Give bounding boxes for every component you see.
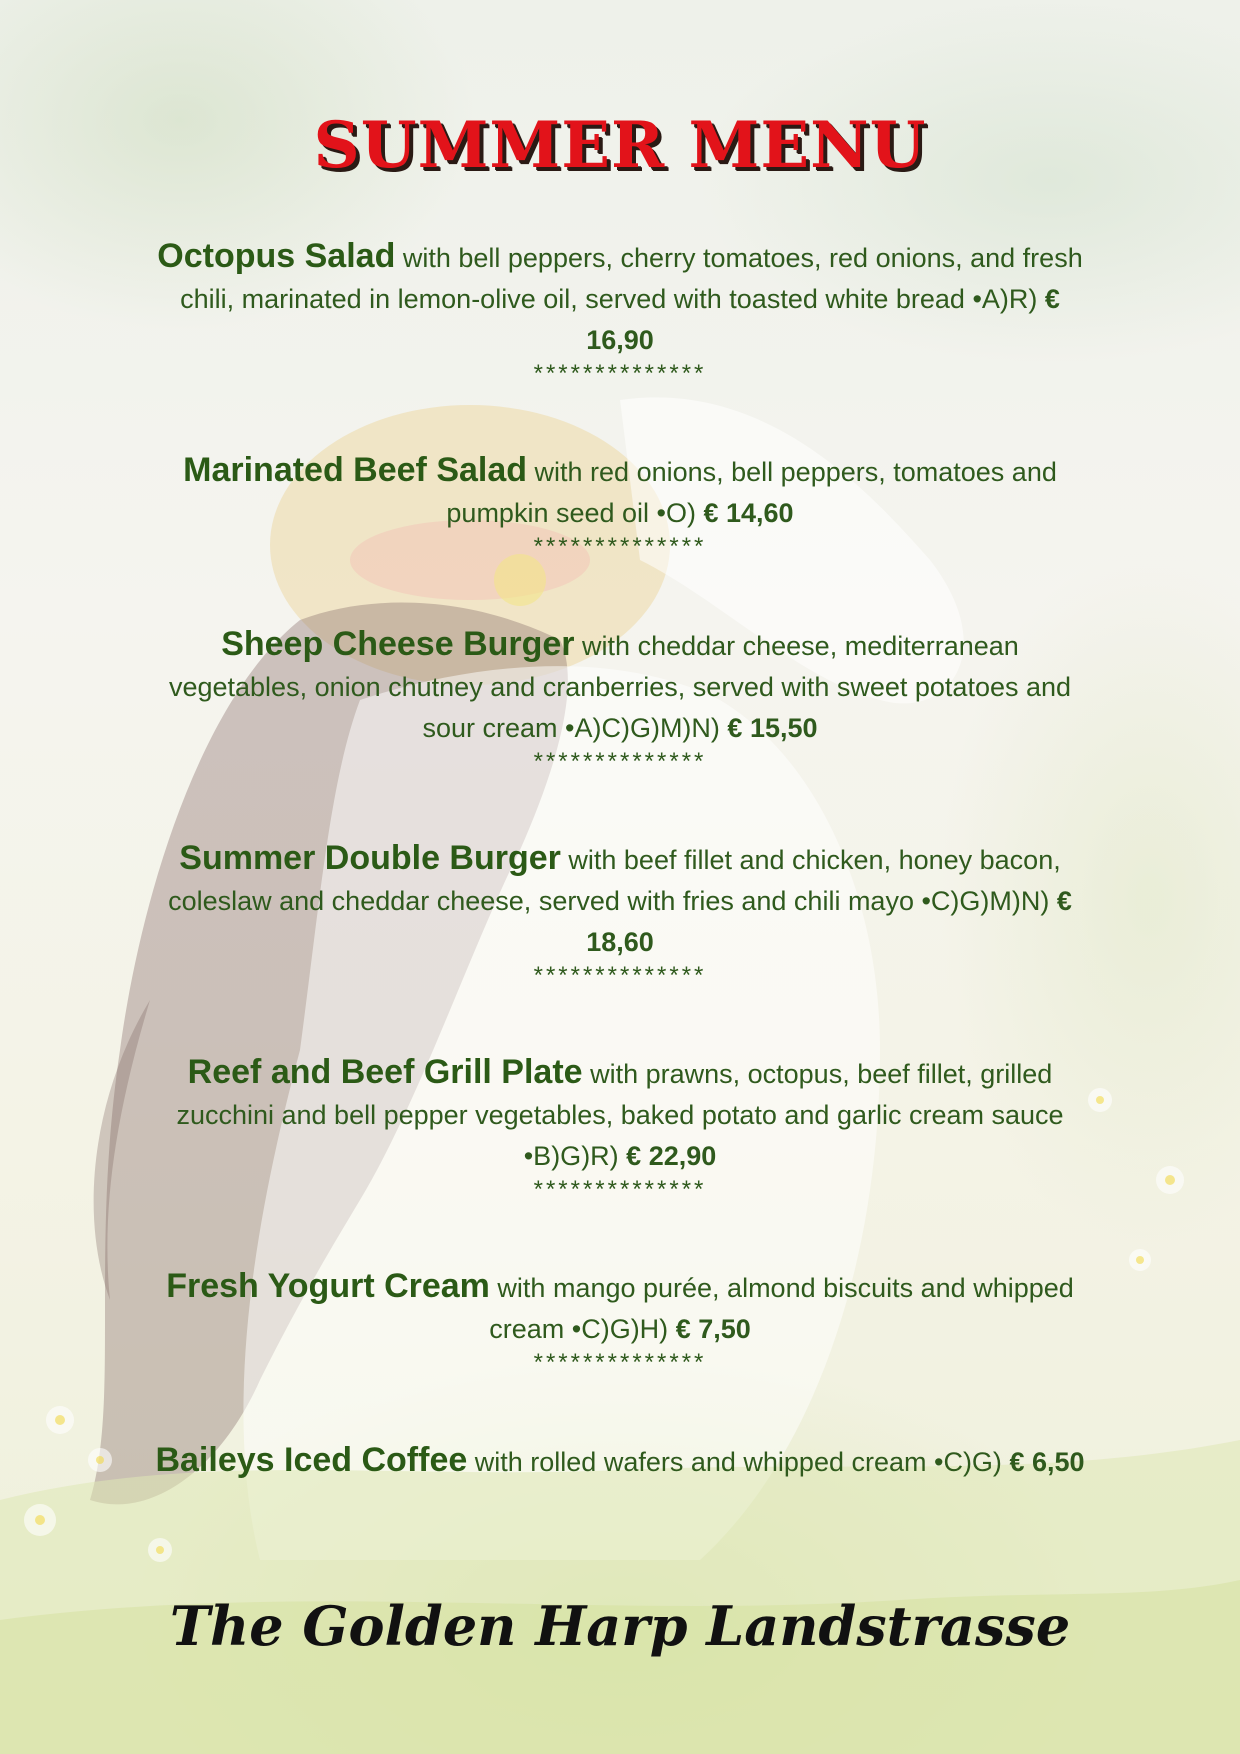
separator: ************** xyxy=(533,533,707,560)
item-price: € 6,50 xyxy=(1009,1447,1085,1477)
separator: ************** xyxy=(533,1176,707,1203)
item-description: with rolled wafers and whipped cream •C)G) xyxy=(467,1447,1010,1477)
menu-item xyxy=(150,1440,1090,1483)
separator: ************** xyxy=(533,360,707,387)
item-price: € 16,90 xyxy=(586,284,1060,355)
menu-item xyxy=(150,838,1090,989)
menu-item xyxy=(150,1266,1090,1376)
menu-item xyxy=(150,624,1090,775)
item-description: with mango purée, almond biscuits and whipped cream •C)G)H) xyxy=(489,1273,1074,1344)
item-price: € 7,50 xyxy=(675,1314,751,1344)
item-description: with prawns, octopus, beef fillet, grilled zucchini and bell pepper vegetables, baked potato and garlic cream sauce •B)G)R) xyxy=(176,1059,1064,1171)
item-price: € 15,50 xyxy=(727,713,818,743)
item-name: Summer Double Burger xyxy=(179,839,561,877)
item-description: with bell peppers, cherry tomatoes, red onions, and fresh chili, marinated in lemon-olive oil, served with toasted white bread •A)R) xyxy=(180,243,1083,314)
menu-item xyxy=(150,236,1090,387)
menu-item xyxy=(150,1052,1090,1203)
item-description: with cheddar cheese, mediterranean vegetables, onion chutney and cranberries, served with sweet potatoes and sour cream •A)C)G)M)N) xyxy=(168,631,1072,743)
menu-title: SUMMER MENU xyxy=(313,108,927,183)
item-name: Baileys Iced Coffee xyxy=(155,1441,468,1479)
restaurant-name: The Golden Harp Landstrasse xyxy=(169,1594,1071,1658)
item-price: € 22,90 xyxy=(626,1141,717,1171)
item-name: Marinated Beef Salad xyxy=(183,451,528,489)
item-name: Reef and Beef Grill Plate xyxy=(187,1053,583,1091)
item-name: Fresh Yogurt Cream xyxy=(166,1267,490,1305)
item-name: Octopus Salad xyxy=(157,237,396,275)
separator: ************** xyxy=(533,1349,707,1376)
separator: ************** xyxy=(533,962,707,989)
separator: ************** xyxy=(533,748,707,775)
item-description: with red onions, bell peppers, tomatoes and pumpkin seed oil •O) xyxy=(446,457,1057,528)
item-name: Sheep Cheese Burger xyxy=(221,625,575,663)
item-price: € 14,60 xyxy=(703,498,794,528)
item-description: with beef fillet and chicken, honey bacon, coleslaw and cheddar cheese, served with fries and chili mayo •C)G)M)N) xyxy=(168,845,1061,916)
menu-item xyxy=(150,450,1090,560)
item-price: € 18,60 xyxy=(586,886,1072,957)
